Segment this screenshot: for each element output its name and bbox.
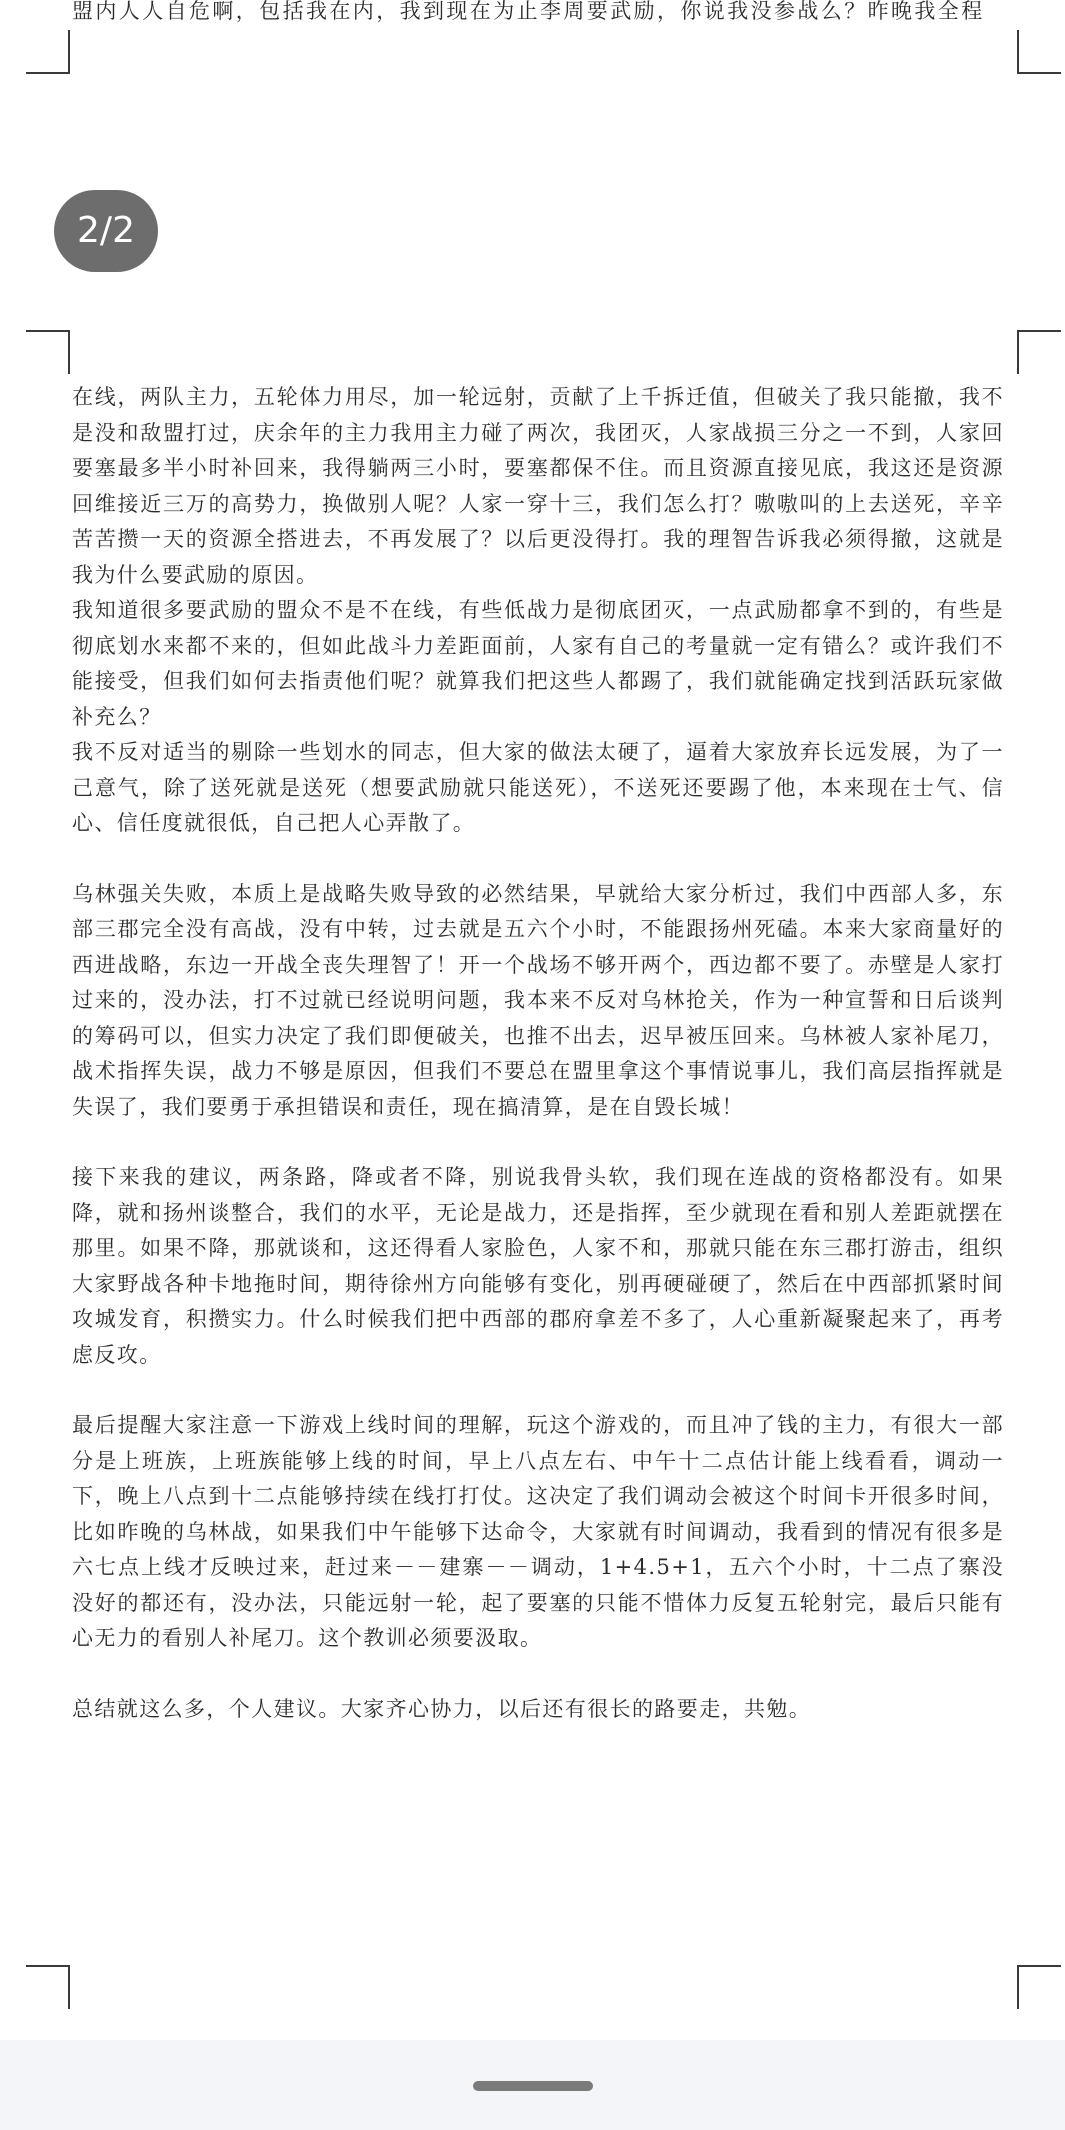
paragraph: 总结就这么多，个人建议。大家齐心协力，以后还有很长的路要走，共勉。 bbox=[72, 1696, 812, 1721]
paragraph: 我不反对适当的剔除一些划水的同志，但大家的做法太硬了，逼着大家放弃长远发展，为了一己意气，除了送死就是送死（想要武励就只能送死），不送死还要踢了他，本来现在士气、信心、信任度就很低，自己把人心弄散了。 bbox=[72, 740, 1004, 835]
paragraph: 最后提醒大家注意一下游戏上线时间的理解，玩这个游戏的，而且冲了钱的主力，有很大一部分是上班族，上班族能够上线的时间，早上八点左右、中午十二点估计能上线看看，调动一下，晚上八点到十二点能够持续在线打打仗。这决定了我们调动会被这个时间卡开很多时间，比如昨晚的乌林战，如果我们中午能够下达命令，大家就有时间调动，我看到的情况有很多是六七点上线才反映过来，赶过来－－建寨－－调动，1+4.5+1，五六个小时，十二点了寨没没好的都还有，没办法，只能远射一轮，起了要塞的只能不惜体力反复五轮射完，最后只能有心无力的看别人补尾刀。这个教训必须要汲取。 bbox=[72, 1413, 1004, 1650]
paragraph: 乌林强关失败，本质上是战略失败导致的必然结果，早就给大家分析过，我们中西部人多，东部三郡完全没有高战，没有中转，过去就是五六个小时，不能跟扬州死磕。本来大家商量好的西进战略，东边一开战全丧失理智了！开一个战场不够开两个，西边都不要了。赤壁是人家打过来的，没办法，打不过就已经说明问题，我本来不反对乌林抢关，作为一种宣誓和日后谈判的筹码可以，但实力决定了我们即便破关，也推不出去，迟早被压回来。乌林被人家补尾刀，战术指挥失误，战力不够是原因，但我们不要总在盟里拿这个事情说事儿，我们高层指挥就是失误了，我们要勇于承担错误和责任，现在搞清算，是在自毁长城！ bbox=[72, 881, 1004, 1119]
paragraph: 在线，两队主力，五轮体力用尽，加一轮远射，贡献了上千拆迁值，但破关了我只能撤，我不是没和敌盟打过，庆余年的主力我用主力碰了两次，我团灭，人家战损三分之一不到，人家回要塞最多半小时补回来，我得躺两三小时，要塞都保不住。而且资源直接见底，我这还是资源回维接近三万的高势力，换做别人呢？人家一穿十三，我们怎么打？嗷嗷叫的上去送死，辛辛苦苦攒一天的资源全搭进去，不再发展了？以后更没得打。我的理智告诉我必须得撤，这就是我为什么要武励的原因。 bbox=[72, 385, 1004, 587]
crop-mark-bottom-left bbox=[26, 1965, 70, 2009]
crop-mark-top-left bbox=[26, 30, 70, 74]
crop-mark-page-top-right bbox=[1017, 330, 1061, 374]
crop-mark-top-right bbox=[1017, 30, 1061, 74]
crop-mark-bottom-right bbox=[1017, 1965, 1061, 2009]
crop-mark-page-top-left bbox=[26, 330, 70, 374]
home-indicator[interactable] bbox=[473, 2081, 593, 2091]
paragraph: 接下来我的建议，两条路，降或者不降，别说我骨头软，我们现在连战的资格都没有。如果降，就和扬州谈整合，我们的水平，无论是战力，还是指挥，至少就现在看和别人差距就摆在那里。如果不降，那就谈和，这还得看人家脸色，人家不和，那就只能在东三郡打游击，组织大家野战各种卡地拖时间，期待徐州方向能够有变化，别再硬碰硬了，然后在中西部抓紧时间攻城发育，积攒实力。什么时候我们把中西部的郡府拿差不多了，人心重新凝聚起来了，再考虑反攻。 bbox=[72, 1165, 1004, 1367]
document-body bbox=[72, 380, 1004, 1727]
page-indicator-badge: 2/2 bbox=[54, 190, 158, 272]
paragraph: 我知道很多要武励的盟众不是不在线，有些低战力是彻底团灭，一点武励都拿不到的，有些是彻底划水来都不来的，但如此战斗力差距面前，人家有自己的考量就一定有错么？或许我们不能接受，但我们如何去指责他们呢？就算我们把这些人都踢了，我们就能确定找到活跃玩家做补充么？ bbox=[72, 598, 1004, 729]
previous-page-line: 盟内人人自危啊，包括我在内，我到现在为止李周要武励，你说我没参战么？昨晚我全程 bbox=[72, 0, 985, 23]
